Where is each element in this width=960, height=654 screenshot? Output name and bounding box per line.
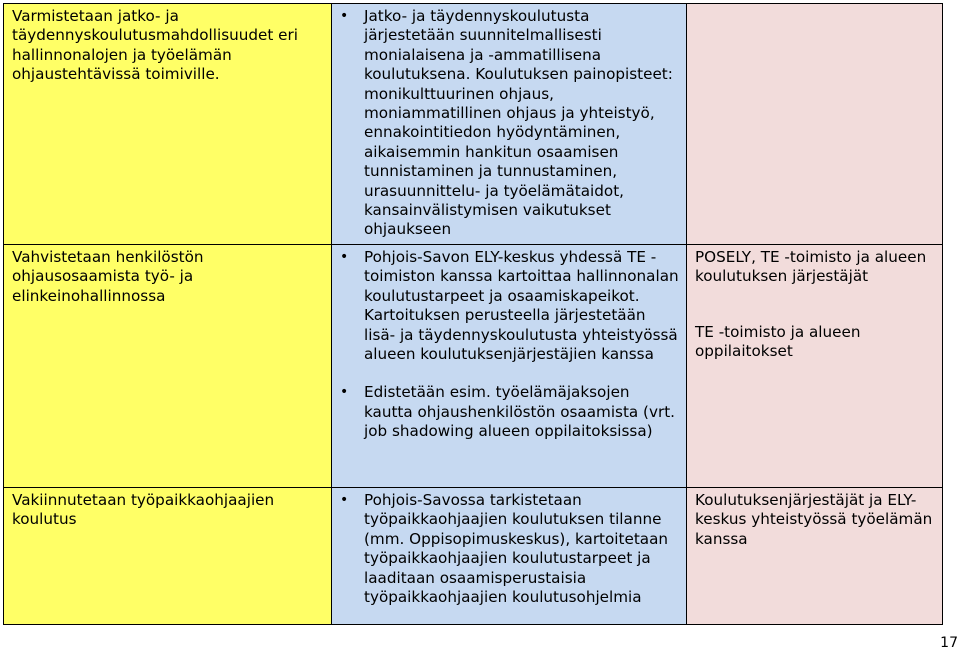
actions-list <box>340 248 680 442</box>
responsible-text: Koulutuksenjärjestäjät ja ELY-keskus yhteistyössä työelämän kanssa <box>695 490 933 548</box>
goal-cell <box>4 487 332 624</box>
actions-cell <box>332 487 687 624</box>
goal-cell <box>4 244 332 487</box>
goal-text: Vahvistetaan henkilöstön ohjausosaamista työ- ja elinkeinohallinnossa <box>12 247 204 305</box>
responsible-text: TE -toimisto ja alueen oppilaitokset <box>695 322 861 361</box>
table-row <box>4 487 943 624</box>
goal-text: Vakiinnutetaan työpaikkaohjaajien koulutus <box>12 490 275 529</box>
action-item: • Edistetään esim. työelämäjaksojen kautta ohjaushenkilöstön osaamista (vrt. job shadowing alueen oppilaitoksissa) <box>340 383 680 441</box>
action-item: • Pohjois-Savon ELY-keskus yhdessä TE -toimiston kanssa kartoittaa hallinnonalan koulutustarpeet ja osaamiskapeikot. Kartoituksen perusteella järjestetään lisä- ja täydennyskoulutusta yhteistyössä alueen koulutuksenjärjestäjien kanssa <box>340 248 680 364</box>
action-item: • Jatko- ja täydennyskoulutusta järjestetään suunnitelmallisesti monialaisena ja -ammatillisena koulutuksena. Koulutuksen painopisteet: monikulttuurinen ohjaus, moniammatillinen ohjaus ja yhteistyö, ennakointitiedon hyödyntäminen, aikaisemmin hankitun osaamisen tunnistaminen ja tunnustaminen, urasuunnittelu- ja työelämätaidot, kansainvälistymisen vaikutukset ohjaukseen <box>340 7 680 240</box>
goal-text: Varmistetaan jatko- ja täydennyskoulutusmahdollisuudet eri hallinnonalojen ja työelämän ohjaustehtävissä toimiville. <box>12 7 298 84</box>
responsible-cell <box>687 4 943 245</box>
spacer <box>695 287 936 323</box>
actions-list <box>340 491 680 607</box>
actions-cell <box>332 244 687 487</box>
responsible-cell <box>687 244 943 487</box>
table-row <box>4 244 943 487</box>
actions-cell <box>332 4 687 245</box>
table-row <box>4 4 943 245</box>
responsible-text: POSELY, TE -toimisto ja alueen koulutuksen järjestäjät <box>695 247 927 286</box>
responsible-cell <box>687 487 943 624</box>
actions-list <box>340 7 680 240</box>
page-number: 17 <box>940 635 958 651</box>
action-item: • Pohjois-Savossa tarkistetaan työpaikkaohjaajien koulutuksen tilanne (mm. Oppisopimuskeskus), kartoitetaan työpaikkaohjaajien koulutustarpeet ja laaditaan osaamisperustaisia työpaikkaohjaajien koulutusohjelmia <box>340 491 680 607</box>
action-plan-table <box>3 3 943 625</box>
goal-cell <box>4 4 332 245</box>
